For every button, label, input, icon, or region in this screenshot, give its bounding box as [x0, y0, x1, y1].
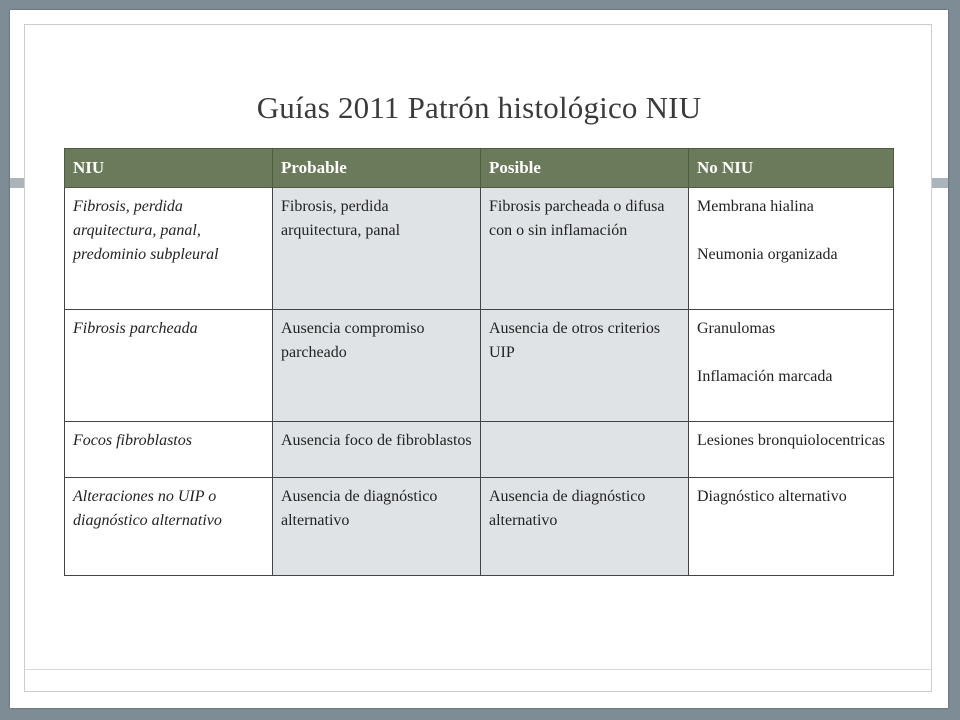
header-posible: Posible — [481, 149, 689, 188]
table-row — [65, 478, 894, 576]
right-accent-tab — [932, 178, 948, 188]
header-niu: NIU — [65, 149, 273, 188]
table-row — [65, 310, 894, 422]
no-niu-item: Inflamación marcada — [697, 368, 833, 385]
cell-niu: Focos fibroblastos — [65, 422, 273, 478]
cell-posible — [481, 422, 689, 478]
no-niu-item: Lesiones bronquiolocentricas — [697, 432, 885, 449]
table-header-row — [65, 149, 894, 188]
cell-probable: Ausencia compromiso parcheado — [273, 310, 481, 422]
cell-posible: Ausencia de diagnóstico alternativo — [481, 478, 689, 576]
no-niu-item: Diagnóstico alternativo — [697, 488, 847, 505]
cell-niu: Fibrosis, perdida arquitectura, panal, predominio subpleural — [65, 188, 273, 310]
cell-probable: Fibrosis, perdida arquitectura, panal — [273, 188, 481, 310]
cell-no-niu — [689, 310, 894, 422]
slide-title: Guías 2011 Patrón histológico NIU — [256, 90, 702, 125]
cell-niu: Alteraciones no UIP o diagnóstico alternativo — [65, 478, 273, 576]
cell-probable: Ausencia de diagnóstico alternativo — [273, 478, 481, 576]
no-niu-item: Membrana hialina — [697, 198, 814, 215]
cell-probable: Ausencia foco de fibroblastos — [273, 422, 481, 478]
cell-posible: Fibrosis parcheada o difusa con o sin inflamación — [481, 188, 689, 310]
niu-pattern-table — [64, 148, 894, 576]
footer-divider — [24, 669, 932, 670]
cell-no-niu — [689, 478, 894, 576]
table-row — [65, 422, 894, 478]
cell-no-niu — [689, 188, 894, 310]
cell-niu: Fibrosis parcheada — [65, 310, 273, 422]
no-niu-item: Neumonia organizada — [697, 246, 838, 263]
left-accent-tab — [10, 178, 24, 188]
header-probable: Probable — [273, 149, 481, 188]
cell-no-niu — [689, 422, 894, 478]
cell-posible: Ausencia de otros criterios UIP — [481, 310, 689, 422]
header-no-niu: No NIU — [689, 149, 894, 188]
slide — [10, 10, 948, 708]
no-niu-item: Granulomas — [697, 320, 776, 337]
table-row — [65, 188, 894, 310]
